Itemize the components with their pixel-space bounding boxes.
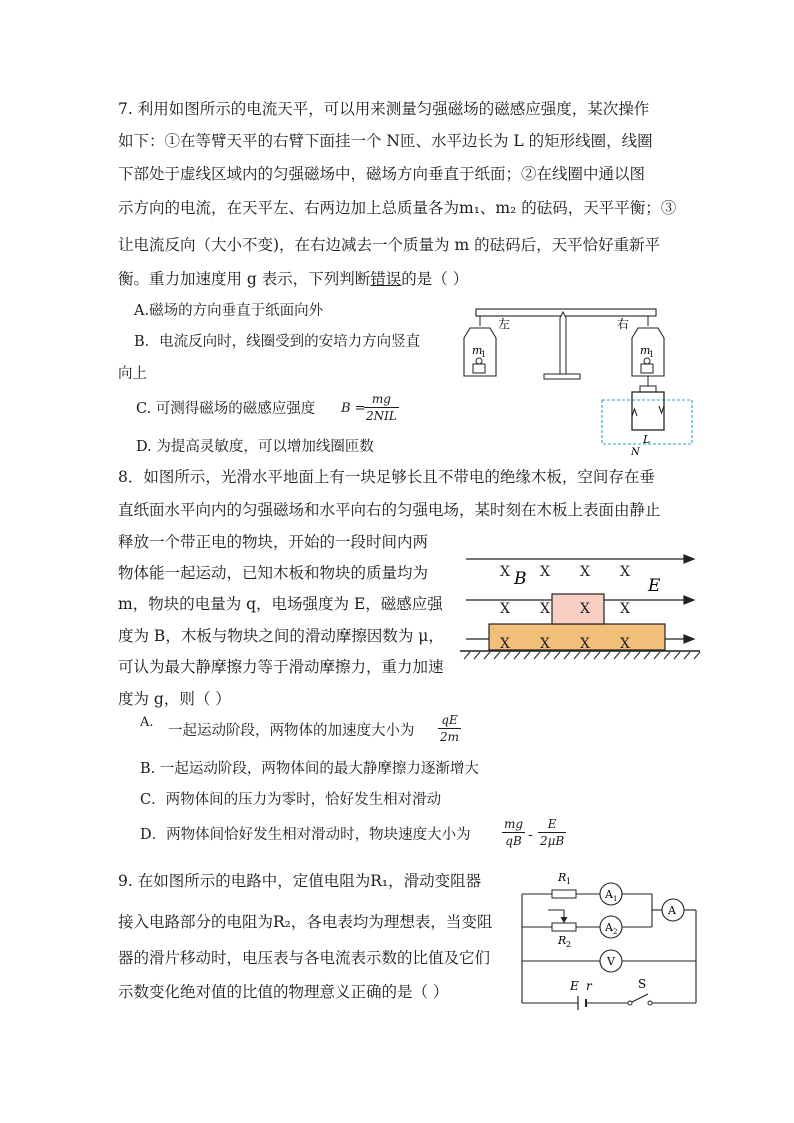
q9-line-3: 器的滑片移动时，电压表与各电流表示数的比值及它们 [118,949,491,967]
q8-option-c: C．两物体间的压力为零时，恰好发生相对滑动 [140,792,442,808]
balance-stand [544,374,580,379]
svg-text:A: A [668,904,676,917]
rheostat-r2 [552,923,576,931]
q7-option-b-line-2: 向上 [118,366,147,382]
board-block-field-figure [456,549,702,665]
charged-block [552,594,604,624]
svg-text:1: 1 [613,895,618,903]
left-label: 左 [498,317,511,331]
q7-line-1: 7. 利用如图所示的电流天平，可以用来测量匀强磁场的磁感应强度，某次操作 [118,100,650,118]
current-balance-figure [462,306,702,456]
svg-text:2: 2 [566,940,572,949]
q9-line-2: 接入电路部分的电阻为R₂，各电表均为理想表，当变阻 [118,913,493,931]
q8-line-6: 度为 B，木板与物块之间的滑动摩擦因数为 μ， [118,627,444,645]
internal-resistance-label: r [586,979,592,993]
x-mark: X [580,564,590,580]
q8-option-a-label: A. [140,715,154,730]
x-mark: X [620,636,630,652]
svg-text:m: m [472,344,483,357]
electric-field-label: E [648,576,661,596]
svg-text:V: V [607,955,615,968]
q8-line-3: 释放一个带正电的物块，开始的一段时间内两 [118,533,429,551]
x-mark: X [580,636,590,652]
current-arrow-right [659,406,664,413]
q8-option-d-fraction-1: mg qB [504,817,524,848]
q8-line-2: 直纸面水平向内的匀强磁场和水平向右的匀强电场，某时刻在木板上表面由静止 [118,501,661,519]
q7-option-c-fraction: mg 2NIL [366,392,397,423]
q8-option-b: B. 一起运动阶段，两物体间的最大静摩擦力逐渐增大 [140,761,479,777]
current-arrow-left [632,409,637,416]
q9-line-1: 9. 在如图所示的电路中，定值电阻为R₁，滑动变阻器 [118,872,482,890]
x-mark: X [500,601,510,617]
left-weight [473,364,485,373]
q8-option-d-fraction-2: E 2μB [540,817,565,848]
q8-line-5: m，物块的电量为 q，电场强度为 E，磁感应强 [118,595,443,613]
right-label: 右 [617,317,630,331]
x-mark: X [540,636,550,652]
q7-option-c-var: B = [341,401,366,416]
q7-option-a: A.磁场的方向垂直于纸面向外 [134,303,324,319]
coil-turns-label: N [631,447,640,456]
right-weight [641,364,653,373]
svg-text:1: 1 [481,350,487,359]
resistor-r1 [552,890,576,898]
x-mark: X [500,564,510,580]
q7-option-c: C. 可测得磁场的磁感应强度 [136,401,316,417]
coil-length-label: L [643,433,651,446]
q8-option-d: D．两物体间恰好发生相对滑动时，物块速度大小为 [140,827,471,843]
svg-text:A: A [605,921,613,934]
q8-option-a-fraction: qE 2m [440,713,460,744]
q8-line-1: 8．如图所示，光滑水平地面上有一块足够长且不带电的绝缘木板，空间存在垂 [118,468,655,486]
q8-line-8: 度为 g，则（ ） [118,690,231,708]
svg-text:m: m [640,344,651,357]
q8-option-d-minus: - [528,827,533,843]
rheostat-slider [548,910,564,921]
wrong-emphasis: 错误 [370,270,402,288]
emf-label: E [570,979,579,993]
q7-line-5: 让电流反向（大小不变)，在右边减去一个质量为 m 的砝码后，天平恰好重新平 [118,236,661,254]
svg-text:2: 2 [613,928,618,936]
x-mark: X [620,601,630,617]
insulating-board [489,624,665,650]
svg-text:R: R [558,871,567,884]
svg-text:1: 1 [649,350,655,359]
q8-line-7: 可认为最大静摩擦力等于滑动摩擦力，重力加速 [118,658,444,676]
x-mark: X [580,601,590,617]
x-mark: X [540,601,550,617]
balance-beam [476,309,656,316]
q7-option-b-line-1: B．电流反向时，线圈受到的安培力方向竖直 [134,334,421,350]
circuit-figure [512,864,706,1010]
switch-s [632,994,648,1002]
svg-text:A: A [605,888,613,901]
x-mark: X [540,564,550,580]
magnetic-field-label: B [514,569,527,589]
q7-line-4: 示方向的电流，在天平左、右两边加上总质量各为m₁、m₂ 的砝码，天平平衡；③ [118,199,677,217]
pointer [560,312,566,374]
q7-line-3: 下部处于虚线区域内的匀强磁场中，磁场方向垂直于纸面；②在线圈中通以图 [118,165,646,183]
q7-line-2: 如下：①在等臂天平的右臂下面挂一个 N匝、水平边长为 L 的矩形线圈，线圈 [118,132,653,150]
q8-option-a: 一起运动阶段，两物体的加速度大小为 [168,723,415,739]
q9-line-4: 示数变化绝对值的比值的物理意义正确的是（ ） [118,983,449,1001]
q8-line-4: 物体能一起运动，已知木板和物块的质量均为 [118,564,429,582]
svg-text:1: 1 [566,877,572,886]
svg-text:R: R [558,934,567,947]
x-mark: X [620,564,630,580]
x-mark: X [500,636,510,652]
q7-line-6: 衡。重力加速度用 g 表示，下列判断错误的是（ ） [118,270,469,288]
rectangular-coil [632,392,664,430]
ground-hatching [464,652,700,659]
switch-label: S [638,977,647,991]
q7-option-d: D. 为提高灵敏度，可以增加线圈匝数 [136,439,374,455]
